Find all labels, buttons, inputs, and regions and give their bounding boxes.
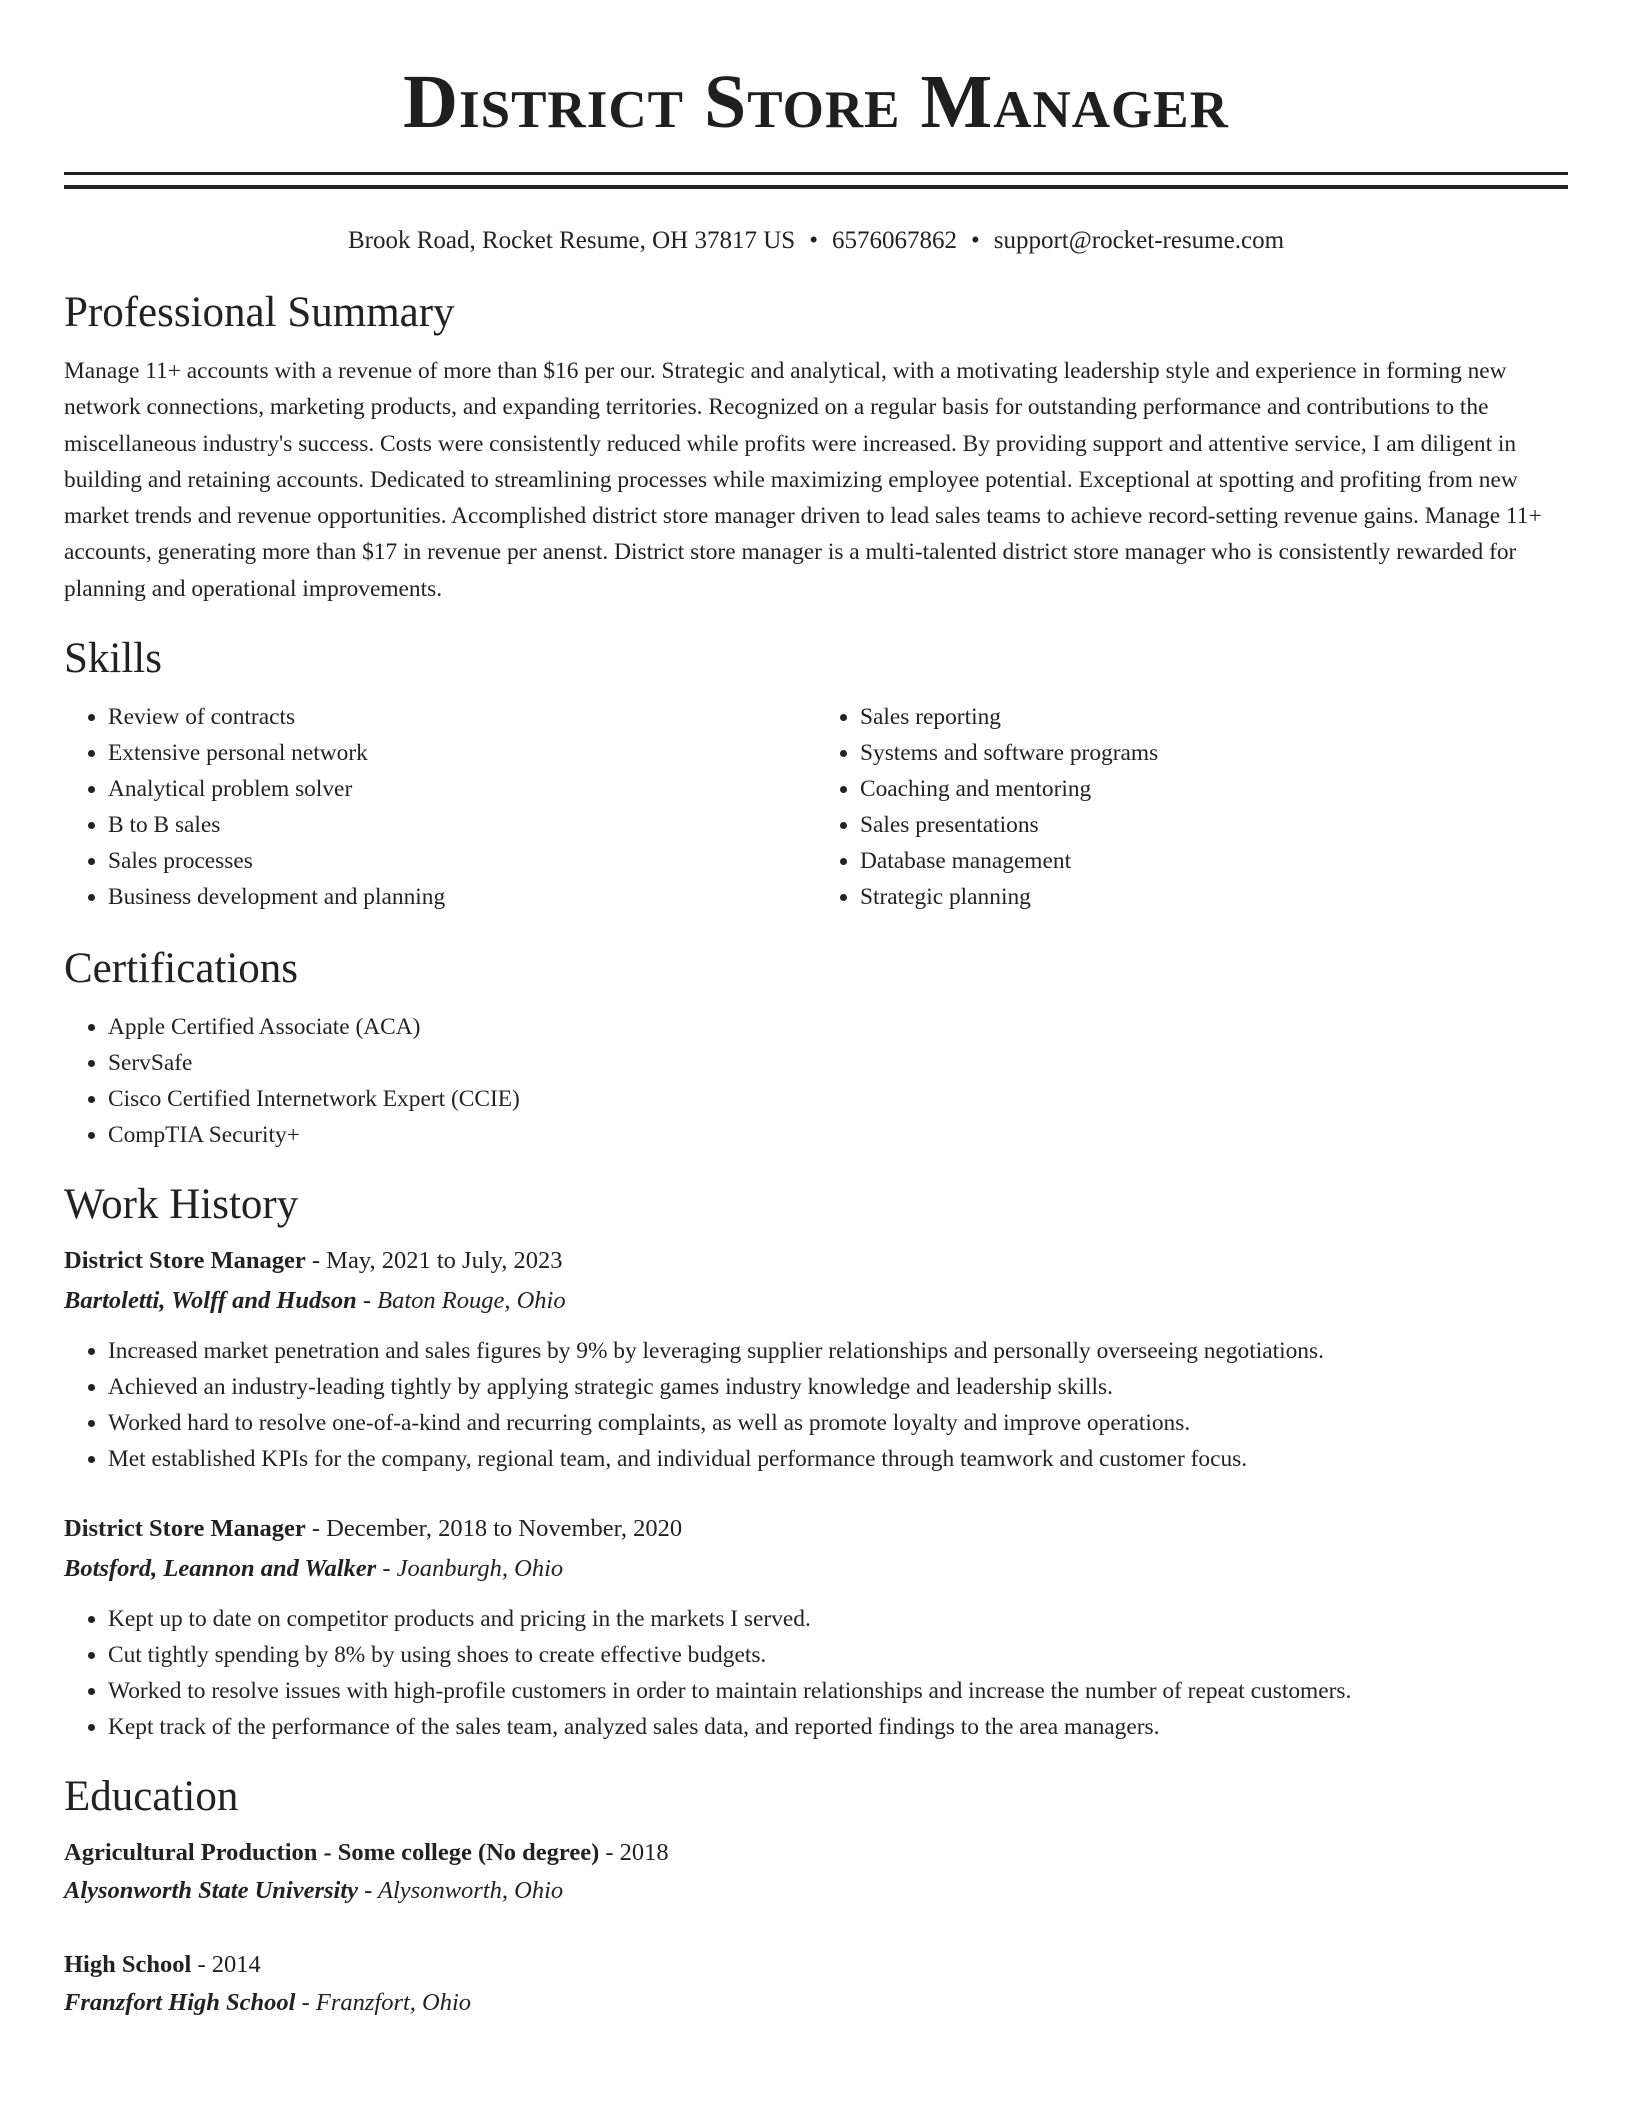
contact-line: [64, 225, 1568, 257]
skill-item: • Extensive personal network: [108, 735, 816, 771]
education-year: - 2014: [191, 1951, 261, 1979]
job-bullet: • Achieved an industry-leading tightly by applying strategic games industry knowledge and leadership skills.: [108, 1369, 1568, 1405]
education-degree-line: [64, 1947, 1568, 1983]
contact-separator: •: [809, 227, 818, 254]
job-bullet: • Cut tightly spending by 8% by using shoes to create effective budgets.: [108, 1637, 1568, 1673]
education-year: - 2018: [599, 1839, 669, 1867]
job-company: Bartoletti, Wolff and Hudson: [64, 1287, 357, 1315]
contact-email: support@rocket-resume.com: [993, 227, 1285, 254]
skill-item: • Coaching and mentoring: [860, 771, 1568, 807]
job-company-line: [64, 1551, 1568, 1587]
summary-heading: Professional Summary: [64, 289, 455, 336]
job-bullet: • Worked to resolve issues with high-profile customers in order to maintain relationships and increase the number of repeat customers.: [108, 1673, 1568, 1709]
job-bullet: • Kept up to date on competitor products and pricing in the markets I served.: [108, 1601, 1568, 1637]
job-bullet: • Increased market penetration and sales figures by 9% by leveraging supplier relationships and personally overseeing negotiations.: [108, 1333, 1568, 1369]
education-school: Alysonworth State University: [64, 1877, 359, 1905]
job-location: - Baton Rouge, Ohio: [356, 1287, 566, 1315]
certification-item: • Cisco Certified Internetwork Expert (CCIE): [108, 1081, 1568, 1117]
job-bullet: • Worked hard to resolve one-of-a-kind and recurring complaints, as well as promote loyalty and improve operations.: [108, 1405, 1568, 1441]
job-entry: [64, 1511, 1568, 1745]
education-entry: [64, 1835, 1568, 1909]
certifications-heading: Certifications: [64, 945, 299, 993]
skill-item: • Systems and software programs: [860, 735, 1568, 771]
summary-text: Manage 11+ accounts with a revenue of more than $16 per our. Strategic and analytical, with a motivating leadership style and experience in forming new network connections, marketing products, and expanding territories. Recognized on a regular basis for outstanding performance and contributions to the miscellaneous industry's success. Costs were consistently reduced while profits were increased. By providing support and attentive service, I am diligent in building and retaining accounts. Dedicated to streamlining processes while maximizing employee potential. Exceptional at spotting and profiting from new market trends and revenue opportunities. Accomplished district store manager driven to lead sales teams to achieve record-setting revenue gains. Manage 11+ accounts, generating more than $17 in revenue per anenst. District store manager is a multi-talented district store manager who is consistently rewarded for planning and operational improvements.: [64, 358, 1542, 602]
job-company: Botsford, Leannon and Walker: [64, 1555, 377, 1583]
resume-name: District Store Manager: [403, 60, 1229, 144]
education-degree: Agricultural Production - Some college (No degree): [64, 1839, 600, 1867]
header-double-rule: [64, 172, 1568, 189]
skills-columns: [64, 699, 1568, 915]
job-bullets: [64, 1333, 1568, 1477]
education-location: - Franzfort, Ohio: [295, 1989, 472, 2017]
job-entry: [64, 1243, 1568, 1477]
skills-heading: Skills: [64, 635, 162, 683]
job-location: - Joanburgh, Ohio: [376, 1555, 564, 1583]
job-bullet: • Kept track of the performance of the sales team, analyzed sales data, and reported findings to the area managers.: [108, 1709, 1568, 1745]
contact-phone: 6576067862: [831, 227, 957, 254]
certifications-list: [64, 1009, 1568, 1153]
skill-item: • Sales presentations: [860, 807, 1568, 843]
education-school: Franzfort High School: [64, 1989, 296, 2017]
work-history-heading: Work History: [64, 1181, 299, 1229]
job-title-line: [64, 1511, 1568, 1547]
education-school-line: [64, 1985, 1568, 2021]
education-degree: High School: [64, 1951, 192, 1979]
skill-item: • Sales reporting: [860, 699, 1568, 735]
certification-item: • ServSafe: [108, 1045, 1568, 1081]
skill-item: • Strategic planning: [860, 879, 1568, 915]
education-heading: Education: [64, 1773, 239, 1821]
job-dates: - December, 2018 to November, 2020: [305, 1515, 683, 1543]
certification-item: • CompTIA Security+: [108, 1117, 1568, 1153]
job-bullets: [64, 1601, 1568, 1745]
job-title-line: [64, 1243, 1568, 1279]
skill-item: • B to B sales: [108, 807, 816, 843]
skill-item: • Review of contracts: [108, 699, 816, 735]
job-company-line: [64, 1283, 1568, 1319]
skills-list-left: [64, 699, 816, 915]
skill-item: • Analytical problem solver: [108, 771, 816, 807]
job-dates: - May, 2021 to July, 2023: [305, 1247, 563, 1275]
job-bullet: • Met established KPIs for the company, regional team, and individual performance through teamwork and customer focus.: [108, 1441, 1568, 1477]
skill-item: • Database management: [860, 843, 1568, 879]
education-degree-line: [64, 1835, 1568, 1871]
education-school-line: [64, 1873, 1568, 1909]
contact-separator: •: [970, 227, 980, 254]
job-title: District Store Manager: [64, 1515, 306, 1543]
education-location: - Alysonworth, Ohio: [358, 1877, 564, 1905]
skills-list-right: [816, 699, 1568, 915]
education-entry: [64, 1947, 1568, 2021]
job-title: District Store Manager: [64, 1247, 306, 1275]
contact-address: Brook Road, Rocket Resume, OH 37817 US: [347, 227, 796, 254]
skill-item: • Business development and planning: [108, 879, 816, 915]
skill-item: • Sales processes: [108, 843, 816, 879]
certification-item: • Apple Certified Associate (ACA): [108, 1009, 1568, 1045]
